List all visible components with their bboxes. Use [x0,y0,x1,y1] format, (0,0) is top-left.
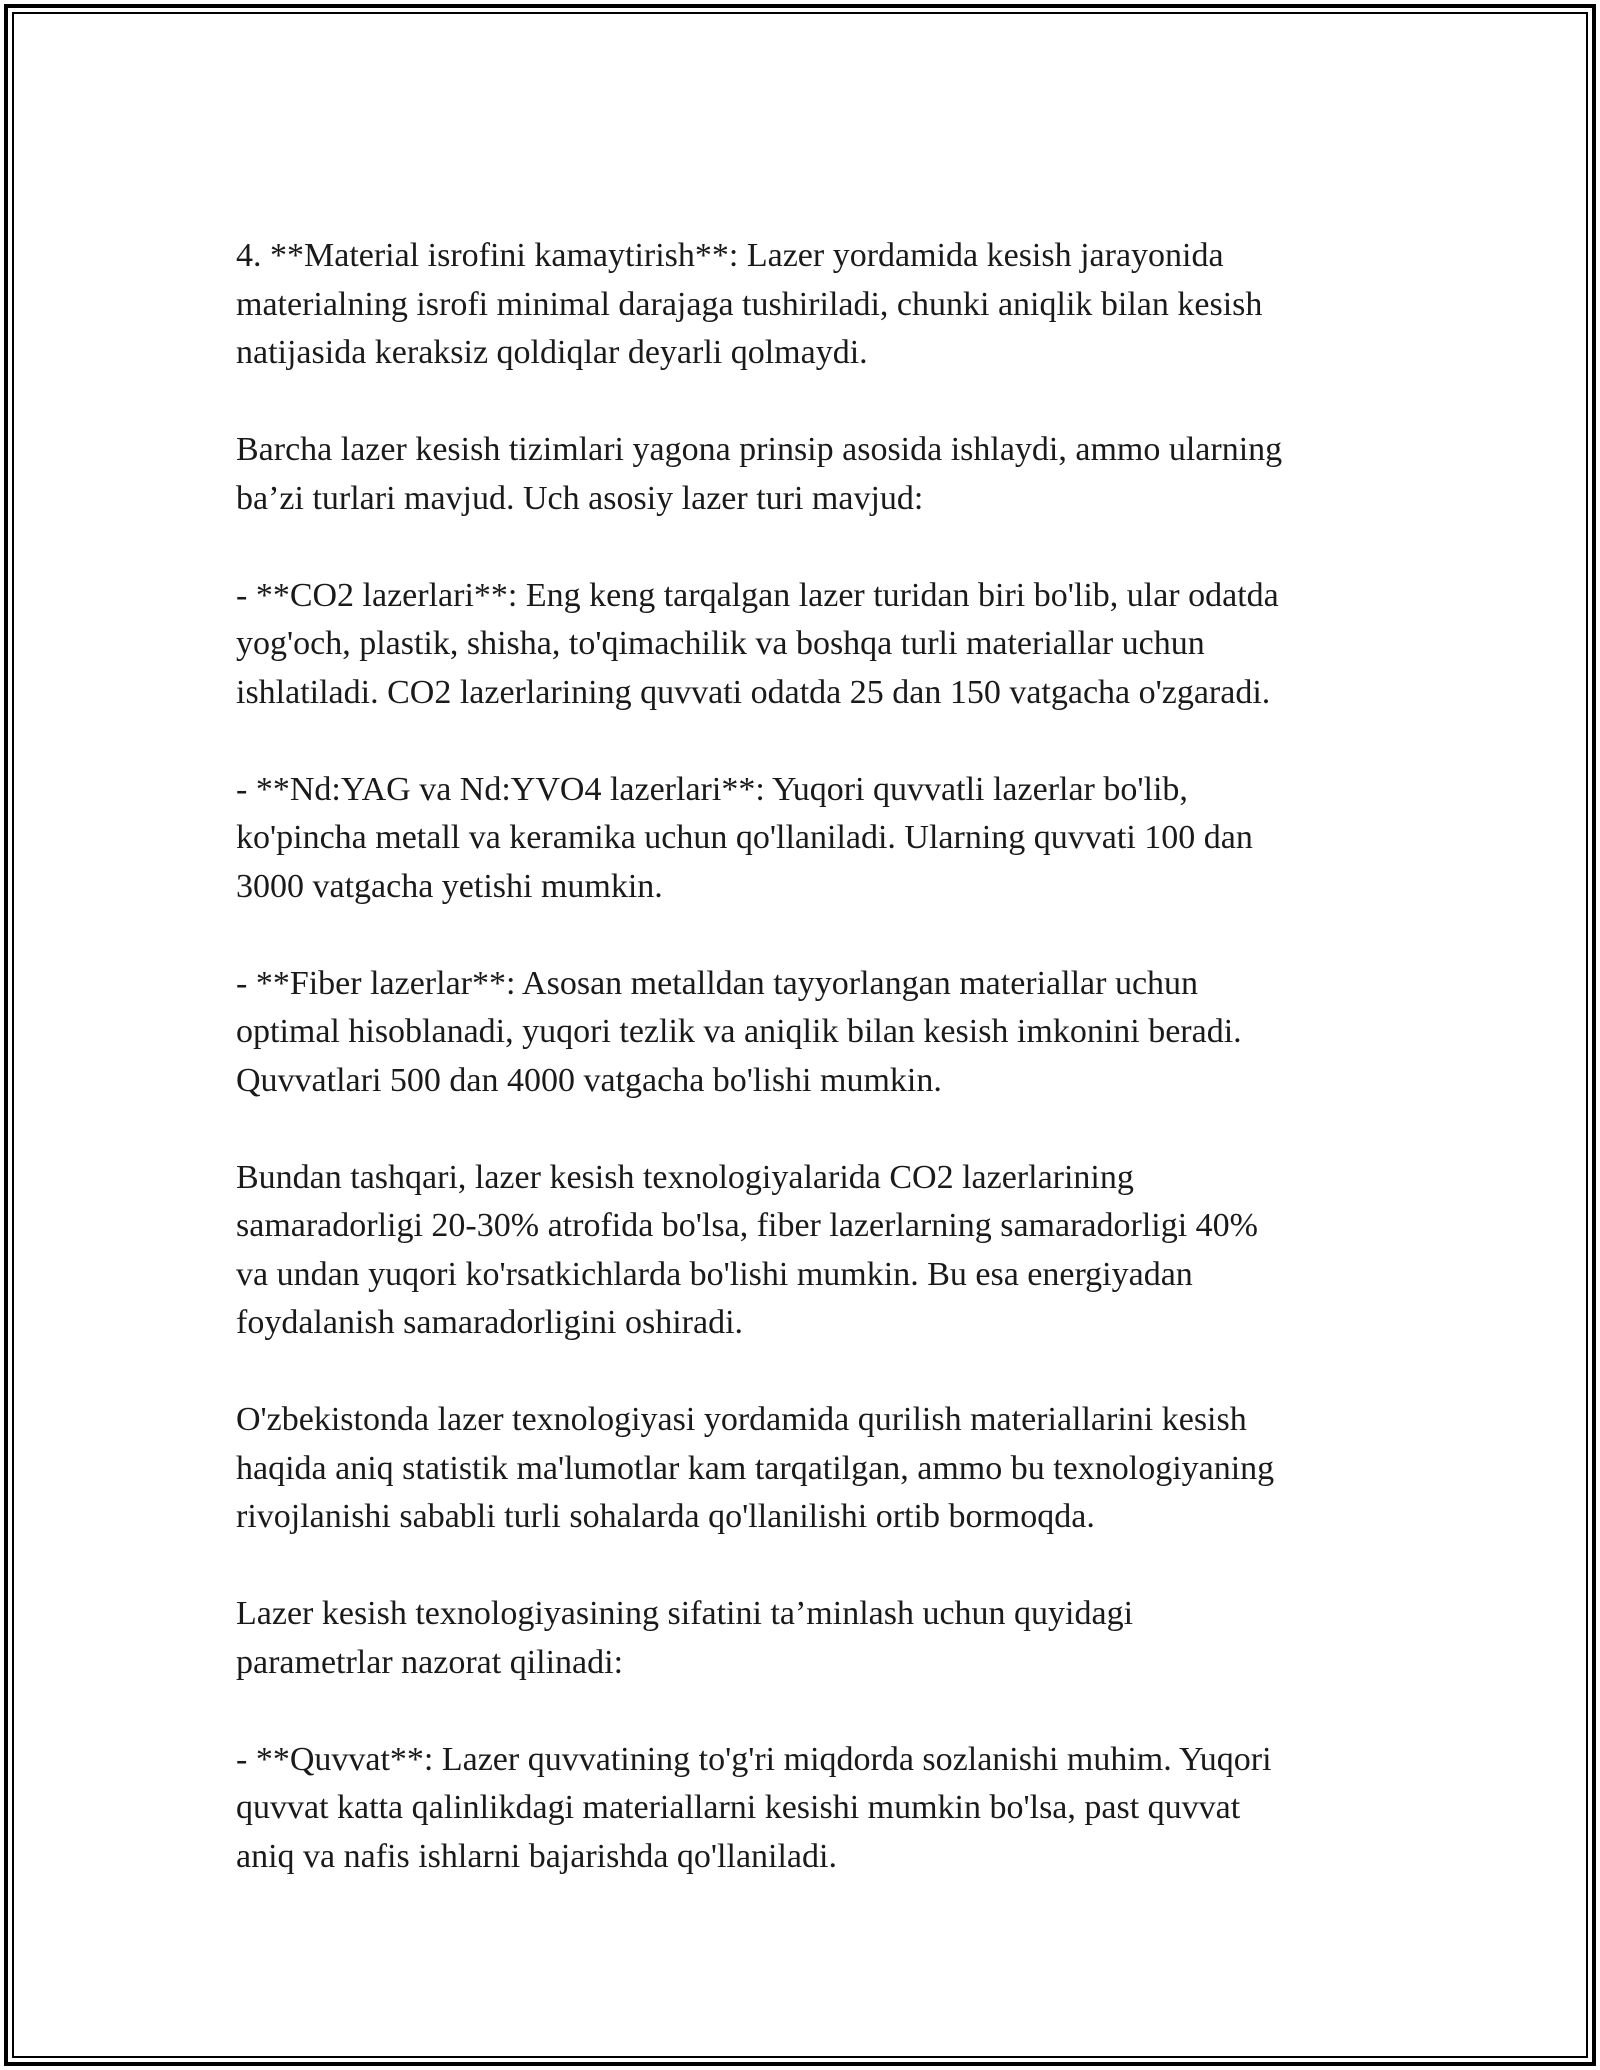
paragraph-laser-types-intro: Barcha lazer kesish tizimlari yagona prinsip asosida ishlaydi, ammo ularning ba’zi turlari mavjud. Uch asosiy lazer turi mavjud: [236,431,1283,517]
list-item-ndyag-lasers: - **Nd:YAG va Nd:YVO4 lazerlari**: Yuqori quvvatli lazerlar bo'lib, ko'pincha metall va keramika uchun qo'llaniladi. Ularning quvvati 100 dan 3000 vatgacha yetishi mumkin. [236,770,1253,905]
list-item-co2-lasers: - **CO2 lazerlari**: Eng keng tarqalgan lazer turidan biri bo'lib, ular odatda yog'och, plastik, shisha, to'qimachilik va boshqa turli materiallar uchun ishlatiladi. CO2 lazerlarining quvvati odatda 25 dan 150 vatgacha o'zgaradi. [236,576,1279,711]
document-body [236,232,1386,1930]
paragraph-efficiency: Bundan tashqari, lazer kesish texnologiyalarida CO2 lazerlarining samaradorligi 20-30% atrofida bo'lsa, fiber lazerlarning samaradorligi 40% va undan yuqori ko'rsatkichlarda bo'lishi mumkin. Bu esa energiyadan foydalanish samaradorligini oshiradi. [236,1158,1258,1341]
paragraph-uzbekistan: O'zbekistonda lazer texnologiyasi yordamida qurilish materiallarini kesish haqida aniq statistik ma'lumotlar kam tarqatilgan, ammo bu texnologiyaning rivojlanishi sababli turli sohalarda qo'llanilishi ortib bormoqda. [236,1401,1275,1535]
list-item-power: - **Quvvat**: Lazer quvvatining to'g'ri miqdorda sozlanishi muhim. Yuqori quvvat katta qalinlikdagi materiallarni kesishi mumkin bo'lsa, past quvvat aniq va nafis ishlarni bajarishda qo'llaniladi. [236,1740,1272,1875]
paragraph-quality-parameters: Lazer kesish texnologiyasining sifatini ta’minlash uchun quyidagi parametrlar nazorat qilinadi: [236,1595,1134,1681]
list-item-fiber-lasers: - **Fiber lazerlar**: Asosan metalldan tayyorlangan materiallar uchun optimal hisoblanadi, yuqori tezlik va aniqlik bilan kesish imkonini beradi. Quvvatlari 500 dan 4000 vatgacha bo'lishi mumkin. [236,964,1242,1099]
paragraph-material-waste: 4. **Material isrofini kamaytirish**: Lazer yordamida kesish jarayonida materialning isrofi minimal darajaga tushiriladi, chunki aniqlik bilan kesish natijasida keraksiz qoldiqlar deyarli qolmaydi. [236,237,1263,371]
